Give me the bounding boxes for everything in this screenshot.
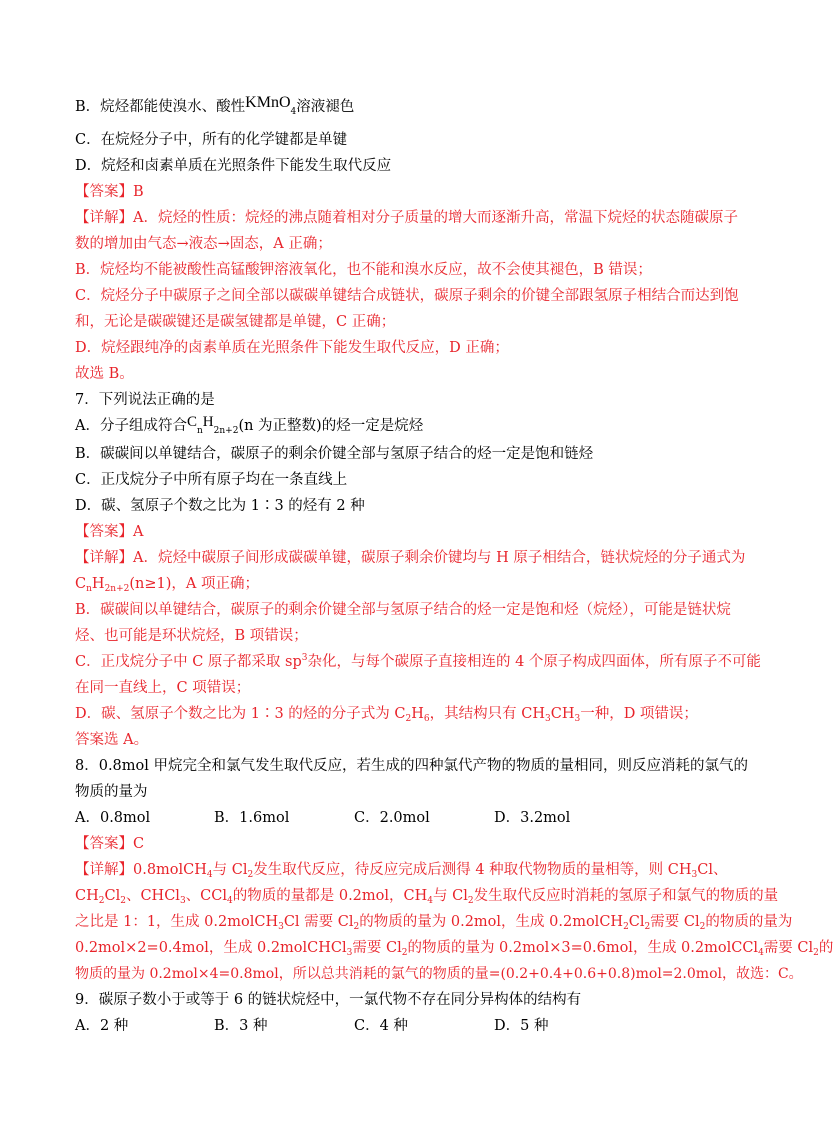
q6-option-b: B．烷烃都能使溴水、酸性KMnO$_4$溶液褪色 xyxy=(75,94,355,117)
q6-explanation-line: D．烷烃跟纯净的卤素单质在光照条件下能发生取代反应，D 正确； xyxy=(75,340,509,356)
q7-option-c: C．正戊烷分子中所有原子均在一条直线上 xyxy=(75,472,348,488)
q6-explanation-line: C．烷烃分子中碳原子之间全部以碳碳单键结合成链状，碳原子剩余的价键全部跟氢原子相结合而达到饱 xyxy=(75,288,739,304)
q9-stem: 9．碳原子数小于或等于 6 的链状烷烃中，一氯代物不存在同分异构体的结构有 xyxy=(75,992,582,1008)
q7-answer: 【答案】A xyxy=(75,524,144,540)
q7-explanation-line: 在同一直线上，C 项错误； xyxy=(75,680,251,696)
q7-conclusion: 答案选 A。 xyxy=(75,732,149,748)
q9-option-b: B．3 种 xyxy=(214,1018,268,1034)
q8-explanation-line: 0.2mol×2=0.4mol，生成 0.2molCHCl$_3$需要 $Cl_2$的物质的量为 0.2mol×3=0.6mol，生成 0.2molCCl$_4$需要 $Cl_2$的 xyxy=(75,940,833,958)
q7-option-d: D．碳、氢原子个数之比为 1∶3 的烃有 2 种 xyxy=(75,498,365,514)
q8-answer: 【答案】C xyxy=(75,836,145,852)
q6-option-d: D．烷烃和卤素单质在光照条件下能发生取代反应 xyxy=(75,158,392,174)
q7-option-a: A．分子组成符合$C_nH_{2n+2}(n$ 为正整数)的烃一定是烷烃 xyxy=(75,414,424,436)
q6-conclusion: 故选 B。 xyxy=(75,366,134,382)
q6-option-c: C．在烷烃分子中，所有的化学键都是单键 xyxy=(75,132,348,148)
q7-explanation-line: B．碳碳间以单键结合，碳原子的剩余价键全部与氢原子结合的烃一定是饱和烃（烷烃），可能是链状烷 xyxy=(75,602,731,618)
q6-explanation-line: 数的增加由气态→液态→固态，A 正确； xyxy=(75,236,332,252)
q8-conclusion: 物质的量为 0.2mol×4=0.8mol，所以总共消耗的氯气的物质的量=(0.2+0.4+0.6+0.8)mol=2.0mol，故选：C。 xyxy=(75,966,803,982)
q7-stem: 7．下列说法正确的是 xyxy=(75,392,215,408)
q8-explanation-line: $CH_2Cl_2$、CHCl$_3$、CCl$_4$的物质的量都是 0.2mol，$CH_4$与 $Cl_2$发生取代反应时消耗的氢原子和氯气的物质的量 xyxy=(75,888,779,906)
q8-explanation-line: 【详解】0.8molCH$_4$与 $Cl_2$发生取代反应，待反应完成后测得 4 种取代物物质的量相等，则 $CH_3Cl$、 xyxy=(75,862,728,880)
q9-option-a: A．2 种 xyxy=(75,1018,129,1034)
q7-explanation-line: C．正戊烷分子中 C 原子都采取 $sp^3$杂化，与每个碳原子直接相连的 4 个原子构成四面体，所有原子不可能 xyxy=(75,653,761,670)
q7-explanation-line: $C_nH_{2n+2}(n\ge 1)$，A 项正确； xyxy=(75,576,259,594)
q6-explanation-line: 【详解】A．烷烃的性质：烷烃的沸点随着相对分子质量的增大而逐渐升高，常温下烷烃的状态随碳原子 xyxy=(75,210,738,226)
q6-explanation-line: 和，无论是碳碳键还是碳氢键都是单键，C 正确； xyxy=(75,314,396,330)
q7-explanation-line: 烃、也可能是环状烷烃，B 项错误； xyxy=(75,628,308,644)
q8-option-d: D．3.2mol xyxy=(494,810,571,826)
q7-explanation-line: 【详解】A．烷烃中碳原子间形成碳碳单键，碳原子剩余价键均与 H 原子相结合，链状烷烃的分子通式为 xyxy=(75,550,746,566)
q6-answer: 【答案】B xyxy=(75,184,144,200)
q8-option-b: B．1.6mol xyxy=(214,810,290,826)
q9-option-c: C．4 种 xyxy=(354,1018,408,1034)
q8-option-a: A．0.8mol xyxy=(75,810,151,826)
q8-stem: 8．0.8mol 甲烷完全和氯气发生取代反应，若生成的四种氯代产物的物质的量相同，则反应消耗的氯气的 xyxy=(75,758,749,774)
q8-explanation-line: 之比是 1：1，生成 0.2molCH$_3$Cl 需要 $Cl_2$的物质的量为 0.2mol，生成 $0.2molCH_2Cl_2$需要 $Cl_2$的物质的量为 xyxy=(75,914,793,932)
q7-explanation-line: D．碳、氢原子个数之比为 1∶3 的烃的分子式为 $C_2H_6$，其结构只有 $CH_3CH_3$一种，D 项错误； xyxy=(75,706,698,724)
q8-option-c: C．2.0mol xyxy=(354,810,430,826)
q6-explanation-line: B．烷烃均不能被酸性高锰酸钾溶液氧化，也不能和溴水反应，故不会使其褪色，B 错误； xyxy=(75,262,652,278)
q9-option-d: D．5 种 xyxy=(494,1018,549,1034)
q7-option-b: B．碳碳间以单键结合，碳原子的剩余价键全部与氢原子结合的烃一定是饱和链烃 xyxy=(75,446,594,462)
q8-stem: 物质的量为 xyxy=(75,784,148,800)
